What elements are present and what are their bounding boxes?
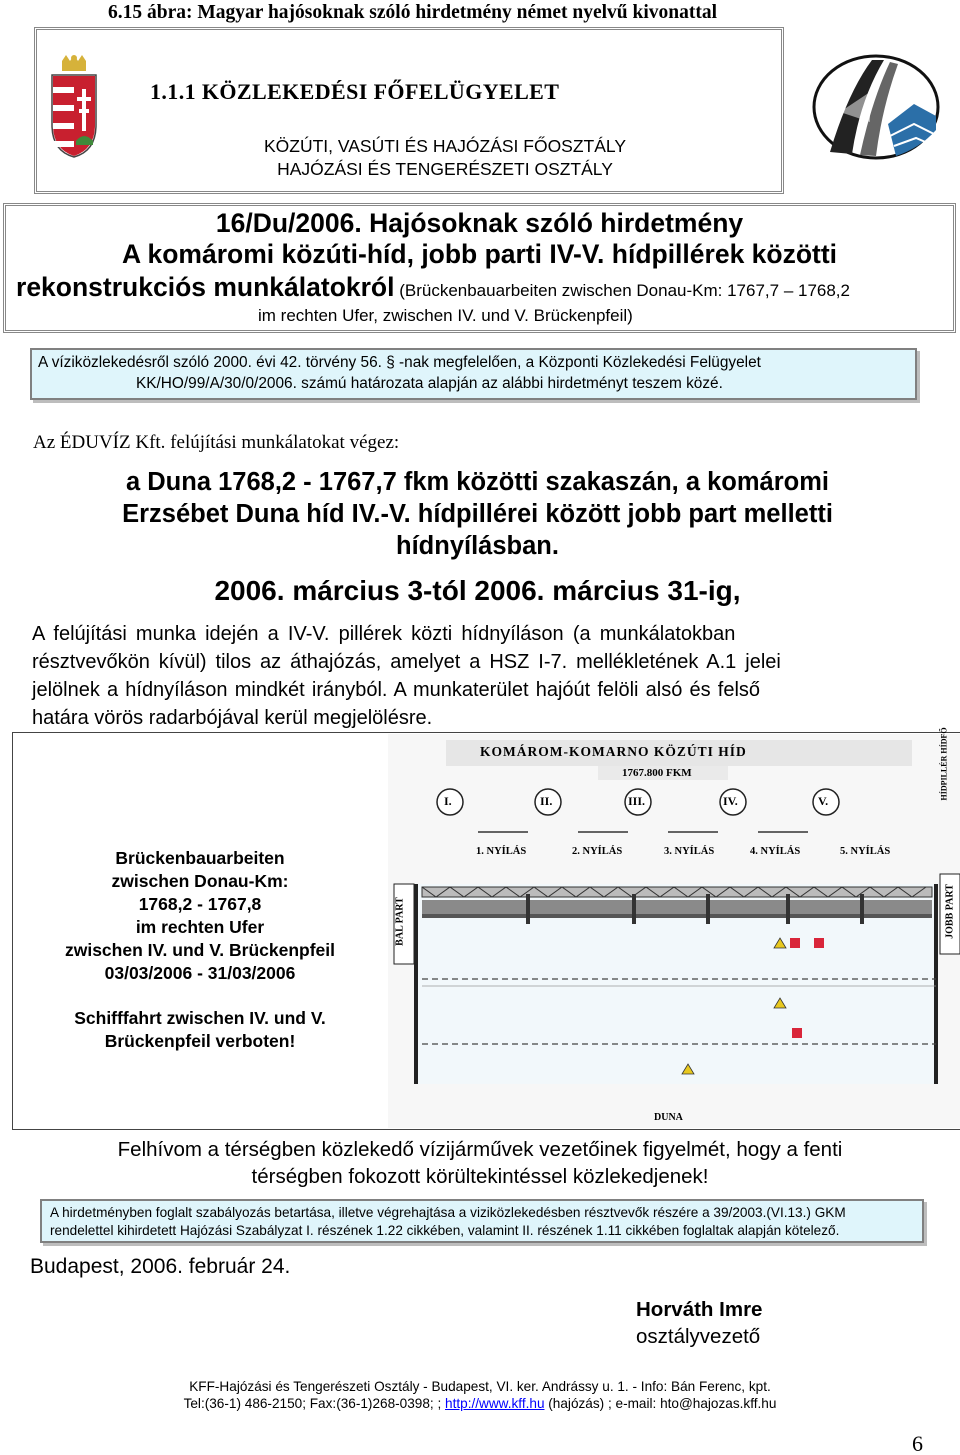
regulation-line-2: rendelettel kihirdetett Hajózási Szabályzat I. részének 1.22 cikkében, valamint II. részének 1.11 cikkében foglaltak alapján kötelező. — [50, 1223, 840, 1238]
map-bank-left: BAL PART — [394, 897, 406, 946]
map-title: KOMÁROM-KOMARNO KÖZÚTI HÍD — [480, 744, 747, 759]
notice-subject — [16, 272, 850, 303]
regulation-line-1: A hirdetményben foglalt szabályozás betartása, illetve végrehajtása a viziközlekedésben résztvevők részére a 39/2003.(VI.13.) GKM — [50, 1205, 846, 1220]
notice-line-3: jelölnek a hídnyíláson mindkét irányból. A munkaterület hajóút felöli alsó és felső — [32, 679, 761, 701]
map-opening-3: 3. NYÍLÁS — [664, 846, 715, 857]
department-line-2: HAJÓZÁSI ÉS TENGERÉSZETI OSZTÁLY — [277, 159, 613, 179]
legal-basis-line-1: A víziközlekedésről szóló 2000. évi 42. törvény 56. § -nak megfelelően, a Központi Közlekedési Felügyelet — [38, 354, 761, 371]
german-line-5: zwischen IV. und V. Brückenpfeil — [64, 940, 336, 960]
regulation-box — [40, 1199, 924, 1243]
signatory-title: osztályvezető — [636, 1325, 761, 1348]
notice-subject-german-cont: im rechten Ufer, zwischen IV. und V. Brückenpfeil) — [258, 306, 633, 325]
map-km: 1767.800 FKM — [622, 767, 692, 779]
work-period: 2006. március 3-tól 2006. március 31-ig, — [214, 575, 741, 606]
german-line-1: Brückenbauarbeiten — [115, 848, 285, 868]
map-roman-3: III. — [628, 794, 646, 808]
coat-of-arms-icon — [48, 55, 100, 159]
notice-line-1: A felújítási munka idején a IV-V. pillérek közti hídnyíláson (a munkálatokban — [32, 623, 736, 645]
map-pier-label: HÍDPILLÉR HÍDFŐ — [939, 727, 949, 801]
footer-email: (hajózás) ; e-mail: hto@hajozas.kff.hu — [544, 1396, 777, 1411]
map-bank-right: JOBB PART — [944, 884, 956, 939]
german-line-4: im rechten Ufer — [135, 917, 265, 937]
map-opening-5: 5. NYÍLÁS — [840, 846, 891, 857]
notice-line-4: határa vörös radarbójával kerül megjelölésre. — [32, 707, 433, 729]
map-roman-4: IV. — [723, 794, 738, 808]
bridge-diagram-graphic — [388, 727, 960, 1128]
footer-line-1: KFF-Hajózási és Tengerészeti Osztály - Budapest, VI. ker. Andrássy u. 1. - Info: Bán Ferenc, kpt. — [189, 1379, 771, 1394]
notice-title: 16/Du/2006. Hajósoknak szóló hirdetmény — [215, 208, 744, 238]
location-line-2: Erzsébet Duna híd IV.-V. hídpillérei között jobb part melletti — [122, 500, 833, 528]
german-ban-line-2: Brückenpfeil verboten! — [104, 1031, 296, 1051]
call-line-1: Felhívom a térségben közlekedő vízijárművek vezetőinek figyelmét, hogy a fenti — [117, 1138, 843, 1161]
notice-subtitle: A komáromi közúti-híd, jobb parti IV-V. hídpillérek közötti — [121, 239, 838, 269]
german-ban-line-1: Schifffahrt zwischen IV. und V. — [74, 1008, 326, 1028]
german-line-2: zwischen Donau-Km: — [111, 871, 289, 891]
notice-subject-german: (Brückenbauarbeiten zwischen Donau-Km: 1767,7 – 1768,2 — [394, 281, 850, 300]
german-line-3: 1768,2 - 1767,8 — [138, 894, 262, 914]
issuing-office: 1.1.1 KÖZLEKEDÉSI FŐFELÜGYELET — [150, 79, 560, 104]
department-line-1: KÖZÚTI, VASÚTI ÉS HAJÓZÁSI FŐOSZTÁLY — [263, 136, 627, 156]
legal-basis-line-2: KK/HO/99/A/30/0/2006. számú határozata alapján az alábbi hirdetményt teszem közé. — [136, 375, 723, 392]
map-roman-5: V. — [818, 794, 829, 808]
notice-line-2: résztvevőkön kívül) tilos az áthajózás, amelyet a HSZ I-7. mellékletének A.1 jelei — [32, 651, 781, 673]
map-roman-1: I. — [444, 794, 452, 808]
contractor-line: Az ÉDUVÍZ Kft. felújítási munkálatokat végez: — [33, 432, 400, 453]
legal-basis-box — [30, 348, 917, 400]
footer-line-2 — [0, 1396, 960, 1411]
location-line-1: a Duna 1768,2 - 1767,7 fkm közötti szakaszán, a komáromi — [126, 468, 829, 496]
map-opening-1: 1. NYÍLÁS — [476, 846, 527, 857]
bridge-diagram — [388, 727, 960, 1128]
map-opening-4: 4. NYÍLÁS — [750, 846, 801, 857]
place-and-date: Budapest, 2006. február 24. — [30, 1255, 291, 1278]
map-opening-2: 2. NYÍLÁS — [572, 846, 623, 857]
map-roman-2: II. — [540, 794, 553, 808]
footer-website-link[interactable]: http://www.kff.hu — [445, 1396, 545, 1411]
figure-caption: 6.15 ábra: Magyar hajósoknak szóló hirdetmény német nyelvű kivonattal — [108, 2, 718, 23]
page-number: 6 — [912, 1431, 923, 1455]
authority-logo-icon — [810, 52, 942, 162]
location-line-3: hídnyílásban. — [396, 532, 559, 560]
map-river-label: DUNA — [654, 1112, 683, 1123]
signatory-name: Horváth Imre — [636, 1298, 763, 1321]
notice-subject-bold: rekonstrukciós munkálatokról — [16, 272, 395, 302]
call-line-2: térségben fokozott körültekintéssel közlekedjenek! — [251, 1165, 709, 1188]
footer-contact: Tel:(36-1) 486-2150; Fax:(36-1)268-0398; ; — [183, 1396, 446, 1411]
german-summary — [12, 834, 388, 1100]
german-line-6: 03/03/2006 - 31/03/2006 — [104, 963, 296, 983]
